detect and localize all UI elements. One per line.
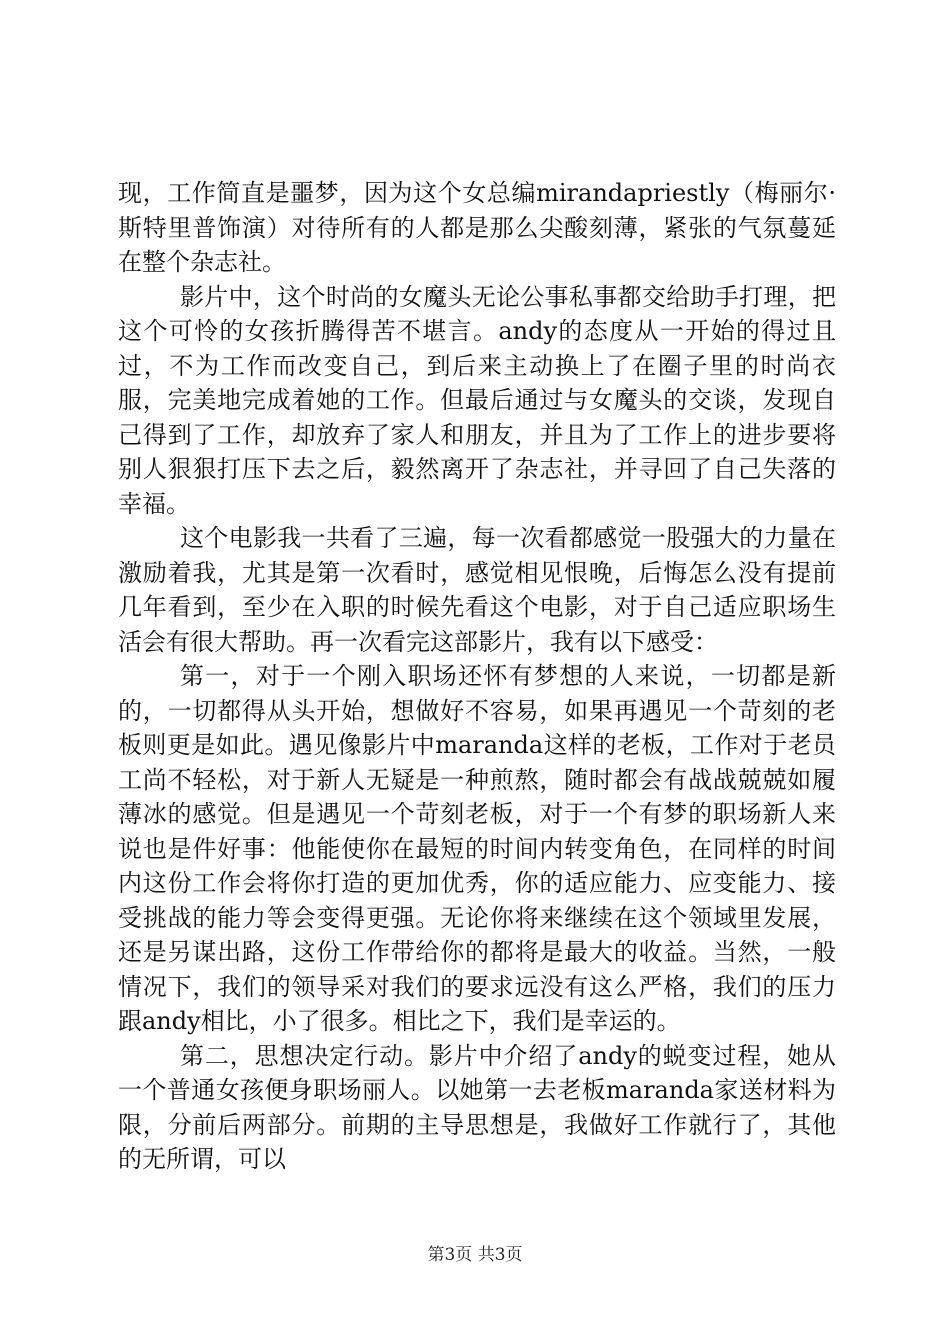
paragraph-5: 第二，思想决定行动。影片中介绍了andy的蜕变过程，她从一个普通女孩便身职场丽人。以她第一去老板maranda家送材料为限，分前后两部分。前期的主导思想是，我做好工作就行了，其他的无所谓，可以 [118,1041,836,1173]
paragraph-4: 第一，对于一个刚入职场还怀有梦想的人来说，一切都是新的，一切都得从头开始，想做好不容易，如果再遇见一个苛刻的老板则更是如此。遇见像影片中maranda这样的老板，工作对于老员工尚不轻松，对于新人无疑是一种煎熬，随时都会有战战兢兢如履薄冰的感觉。但是遇见一个苛刻老板，对于一个有梦的职场新人来说也是件好事：他能使你在最短的时间内转变角色，在同样的时间内这份工作会将你打造的更加优秀，你的适应能力、应变能力、接受挑战的能力等会变得更强。无论你将来继续在这个领域里发展，还是另谋出路，这份工作带给你的都将是最大的收益。当然，一般情况下，我们的领导采对我们的要求远没有这么严格，我们的压力跟andy相比，小了很多。相比之下，我们是幸运的。 [118,662,836,1035]
paragraph-1: 现，工作简直是噩梦，因为这个女总编mirandapriestly（梅丽尔·斯特里普饰演）对待所有的人都是那么尖酸刻薄，紧张的气氛蔓延在整个杂志社。 [118,179,836,276]
document-body [118,176,836,1177]
paragraph-2: 影片中，这个时尚的女魔头无论公事私事都交给助手打理，把这个可怜的女孩折腾得苦不堪言。andy的态度从一开始的得过且过，不为工作而改变自己，到后来主动换上了在圈子里的时尚衣服，完美地完成着她的工作。但最后通过与女魔头的交谈，发现自己得到了工作，却放弃了家人和朋友，并且为了工作上的进步要将别人狠狠打压下去之后，毅然离开了杂志社，并寻回了自己失落的幸福。 [118,282,836,518]
paragraph-3: 这个电影我一共看了三遍，每一次看都感觉一股强大的力量在激励着我，尤其是第一次看时，感觉相见恨晚，后悔怎么没有提前几年看到，至少在入职的时候先看这个电影，对于自己适应职场生活会有很大帮助。再一次看完这部影片，我有以下感受： [118,524,836,656]
page-number-footer: 第3页 共3页 [427,1245,523,1265]
